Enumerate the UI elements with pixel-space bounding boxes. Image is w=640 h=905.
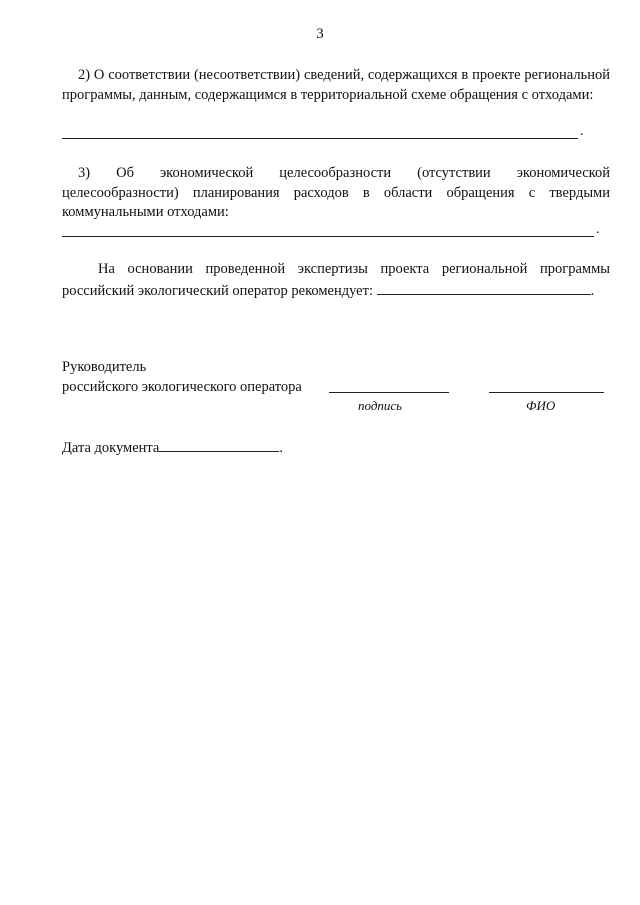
signer-title-line-1: Руководитель [62, 359, 147, 375]
section-2-text [62, 66, 610, 105]
section-3-line-end: . [596, 222, 600, 237]
document-date-label: Дата документа [62, 440, 160, 456]
section-3-text [62, 164, 610, 223]
section-3-answer-line[interactable] [62, 236, 594, 237]
page-number: 3 [316, 26, 324, 42]
section-2-paragraph: 2) О соответствии (несоответствии) сведений, содержащихся в проекте региональной программы, данным, содержащимся в территориальной схеме обращения с отходами: [62, 67, 610, 103]
recommendation-line-1: На основании проведенной экспертизы проекта региональной программы [98, 261, 610, 277]
document-date-row [62, 437, 283, 457]
section-2-line-end: . [580, 124, 584, 139]
section-2-answer-line[interactable] [62, 138, 578, 139]
document-date-end: . [279, 440, 283, 456]
section-3-paragraph: 3) Об экономической целесообразности (отсутствии экономической целесообразности) планирования расходов в области обращения с твердыми коммунальными отходами: [62, 165, 610, 220]
recommendation-line-end: . [590, 283, 595, 299]
signer-title-line-2: российского экологического оператора [62, 379, 302, 395]
recommendation-label: российский экологический оператор рекомендует: [62, 283, 373, 299]
full-name-caption: ФИО [526, 398, 556, 413]
full-name-line[interactable] [489, 392, 604, 393]
recommendation-block [62, 259, 610, 302]
signature-line[interactable] [329, 392, 449, 393]
recommendation-line-2 [62, 280, 610, 302]
recommendation-blank[interactable] [377, 280, 591, 295]
signer-title [62, 357, 302, 397]
signature-caption: подпись [358, 398, 403, 413]
document-date-blank[interactable] [159, 437, 279, 452]
